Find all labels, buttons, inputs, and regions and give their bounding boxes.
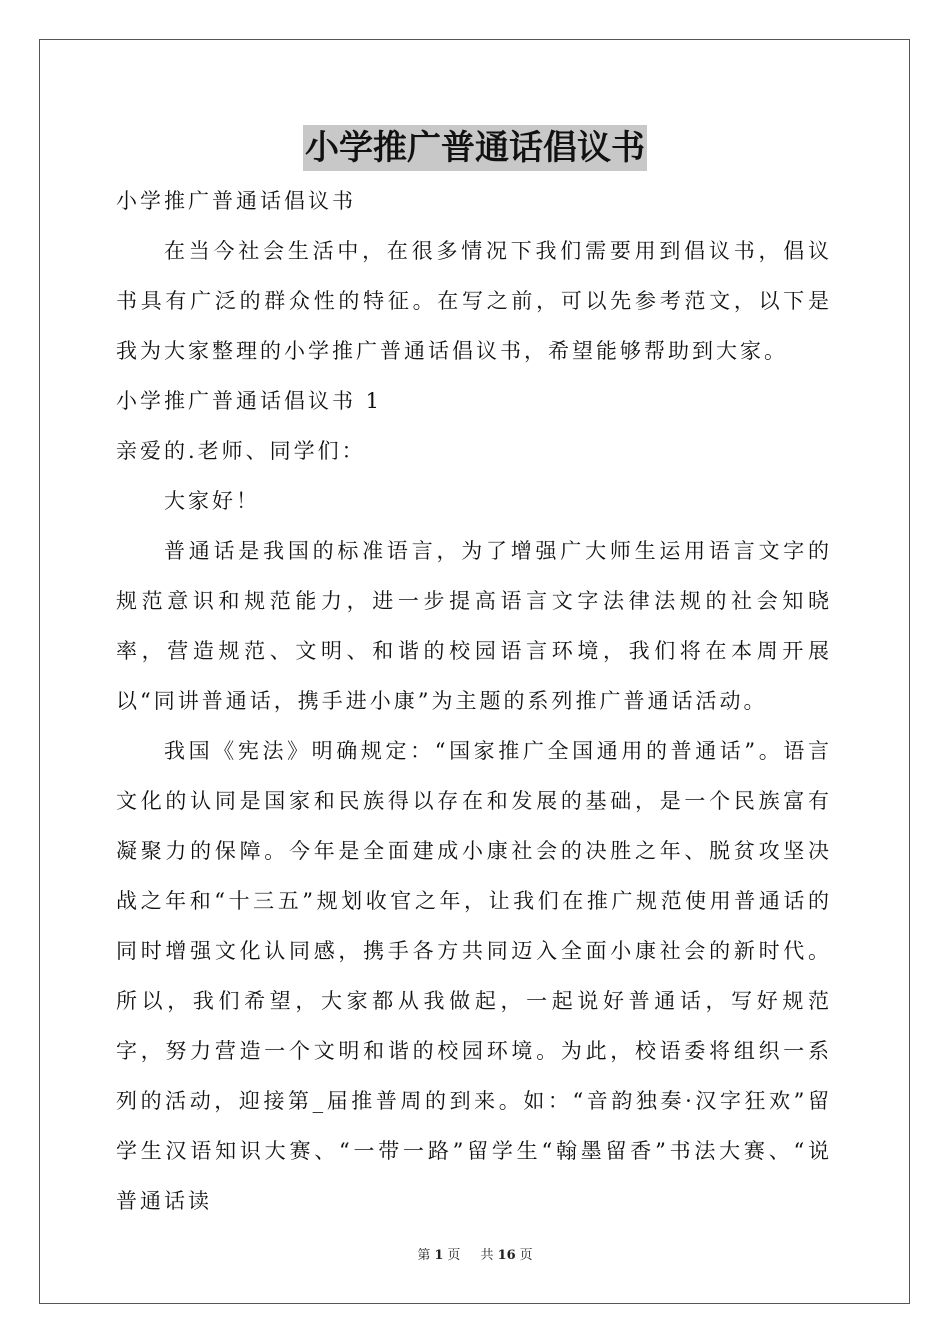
body-paragraph: 我国《宪法》明确规定：“国家推广全国通用的普通话”。语言文化的认同是国家和民族得以存在和发展的基础，是一个民族富有凝聚力的保障。今年是全面建成小康社会的决胜之年、脱贫攻坚决战之年和“十三五”规划收官之年，让我们在推广规范使用普通话的同时增强文化认同感，携手各方共同迈入全面小康社会的新时代。所以，我们希望，大家都从我做起，一起说好普通话，写好规范字，努力营造一个文明和谐的校园环境。为此，校语委将组织一系列的活动，迎接第_届推普周的到来。如：“音韵独奏·汉字狂欢”留学生汉语知识大赛、“一带一路”留学生“翰墨留香”书法大赛、“说普通话读 [116, 739, 832, 1213]
document-body [116, 176, 832, 1226]
total-prefix: 共 [480, 1248, 494, 1263]
total-indicator [477, 1248, 537, 1263]
salutation: 亲爱的.老师、同学们： [116, 439, 366, 463]
page-number: 1 [434, 1248, 444, 1263]
page-footer [0, 1247, 950, 1265]
document-title: 小学推广普通话倡议书 [303, 125, 647, 171]
section-heading: 小学推广普通话倡议书 1 [116, 389, 383, 413]
page-prefix: 第 [417, 1248, 431, 1263]
total-pages: 16 [497, 1248, 516, 1263]
total-suffix: 页 [519, 1248, 533, 1263]
subtitle-line: 小学推广普通话倡议书 [116, 189, 356, 213]
page-indicator [413, 1248, 464, 1263]
title-container [0, 125, 950, 171]
body-paragraph: 普通话是我国的标准语言，为了增强广大师生运用语言文字的规范意识和规范能力，进一步提高语言文字法律法规的社会知晓率，营造规范、文明、和谐的校园语言环境，我们将在本周开展以“同讲普通话，携手进小康”为主题的系列推广普通话活动。 [116, 539, 832, 713]
intro-paragraph: 在当今社会生活中，在很多情况下我们需要用到倡议书，倡议书具有广泛的群众性的特征。在写之前，可以先参考范文，以下是我为大家整理的小学推广普通话倡议书，希望能够帮助到大家。 [116, 239, 832, 363]
page-suffix: 页 [447, 1248, 461, 1263]
greeting: 大家好！ [164, 489, 260, 513]
